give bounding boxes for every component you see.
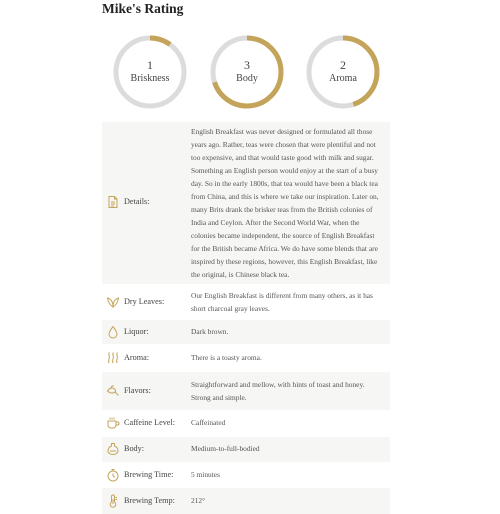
row-value: Dark brown. <box>191 327 229 336</box>
rating-value: 2 <box>340 58 346 72</box>
rating-label: Briskness <box>130 73 170 84</box>
rating-value: 3 <box>244 58 250 72</box>
details-line: too expensive, and that would taste good with milk and sugar. <box>191 153 374 162</box>
row-value: 212° <box>191 496 206 505</box>
details-line: English Breakfast was never designed or formulated all those <box>191 127 373 136</box>
timer-icon <box>106 468 120 482</box>
row-value <box>191 289 387 315</box>
row-label: Brewing Time: <box>124 470 174 479</box>
row-value <box>191 378 387 404</box>
row-label: Aroma: <box>124 353 150 362</box>
details-line: many Brits drank the brisker teas from the British colonies of <box>191 205 373 214</box>
details-text <box>191 125 387 281</box>
row-label: Brewing Temp: <box>124 496 175 505</box>
thermometer-icon <box>106 494 120 508</box>
details-line: from China, and this is where we take our inspiration. Later on, <box>191 192 379 201</box>
body-icon <box>106 442 120 456</box>
table-row-body <box>102 437 390 462</box>
droplet-icon <box>106 325 120 339</box>
table-row-brewing-temp <box>102 488 390 514</box>
table-row-flavors <box>102 372 390 410</box>
rating-label: Aroma <box>329 73 357 84</box>
document-icon <box>106 195 120 209</box>
row-value: 5 minutes <box>191 470 220 479</box>
details-line: inspired by these regions, however, this English Breakfast, like <box>191 257 378 266</box>
aroma-icon <box>106 351 120 365</box>
row-value: Caffeinated <box>191 418 226 427</box>
value-line: Our English Breakfast is different from many others, as it has <box>191 291 373 300</box>
row-label: Caffeine Level: <box>124 418 175 427</box>
row-value: Medium-to-full-bodied <box>191 444 260 453</box>
details-line: Something an English person would enjoy at the start of a busy <box>191 166 378 175</box>
details-line: colonies became independent, the source of English Breakfast <box>191 231 375 240</box>
rating-ring-body <box>209 34 285 110</box>
table-row-liquor <box>102 320 390 344</box>
value-line: short charcoal gray leaves. <box>191 304 270 313</box>
rating-rings <box>0 0 500 120</box>
row-label: Details: <box>124 197 150 206</box>
row-label: Body: <box>124 444 145 453</box>
table-row-dry-leaves <box>102 284 390 320</box>
rating-value: 1 <box>147 58 153 72</box>
row-label: Liquor: <box>124 327 149 336</box>
flavor-icon <box>106 384 120 398</box>
table-row-brewing-time <box>102 462 390 488</box>
leaves-icon <box>106 295 120 309</box>
details-line: day. So in the early 1800s, that tea would have been a black tea <box>191 179 378 188</box>
details-line: years ago. Rather, teas were chosen that were plentiful and not <box>191 140 376 149</box>
rating-label: Body <box>236 73 258 84</box>
rating-ring-briskness <box>112 34 188 110</box>
tea-attributes-table <box>102 122 390 514</box>
table-row-caffeine-level <box>102 410 390 437</box>
page-title: Mike's Rating <box>102 1 184 16</box>
caffeine-icon <box>106 416 120 430</box>
table-row-aroma <box>102 344 390 372</box>
details-line: India and Ceylon. After the Second World War, when the <box>191 218 360 227</box>
row-label: Dry Leaves: <box>124 297 165 306</box>
value-line: Strong and simple. <box>191 393 247 402</box>
table-row-details <box>102 122 390 284</box>
row-label: Flavors: <box>124 386 151 395</box>
rating-ring-aroma <box>305 34 381 110</box>
row-value: There is a toasty aroma. <box>191 353 262 362</box>
details-line: the original, is Chinese black tea. <box>191 270 290 279</box>
details-line: for the British became Africa. We do have some blends that are <box>191 244 378 253</box>
value-line: Straightforward and mellow, with hints of toast and honey. <box>191 380 365 389</box>
